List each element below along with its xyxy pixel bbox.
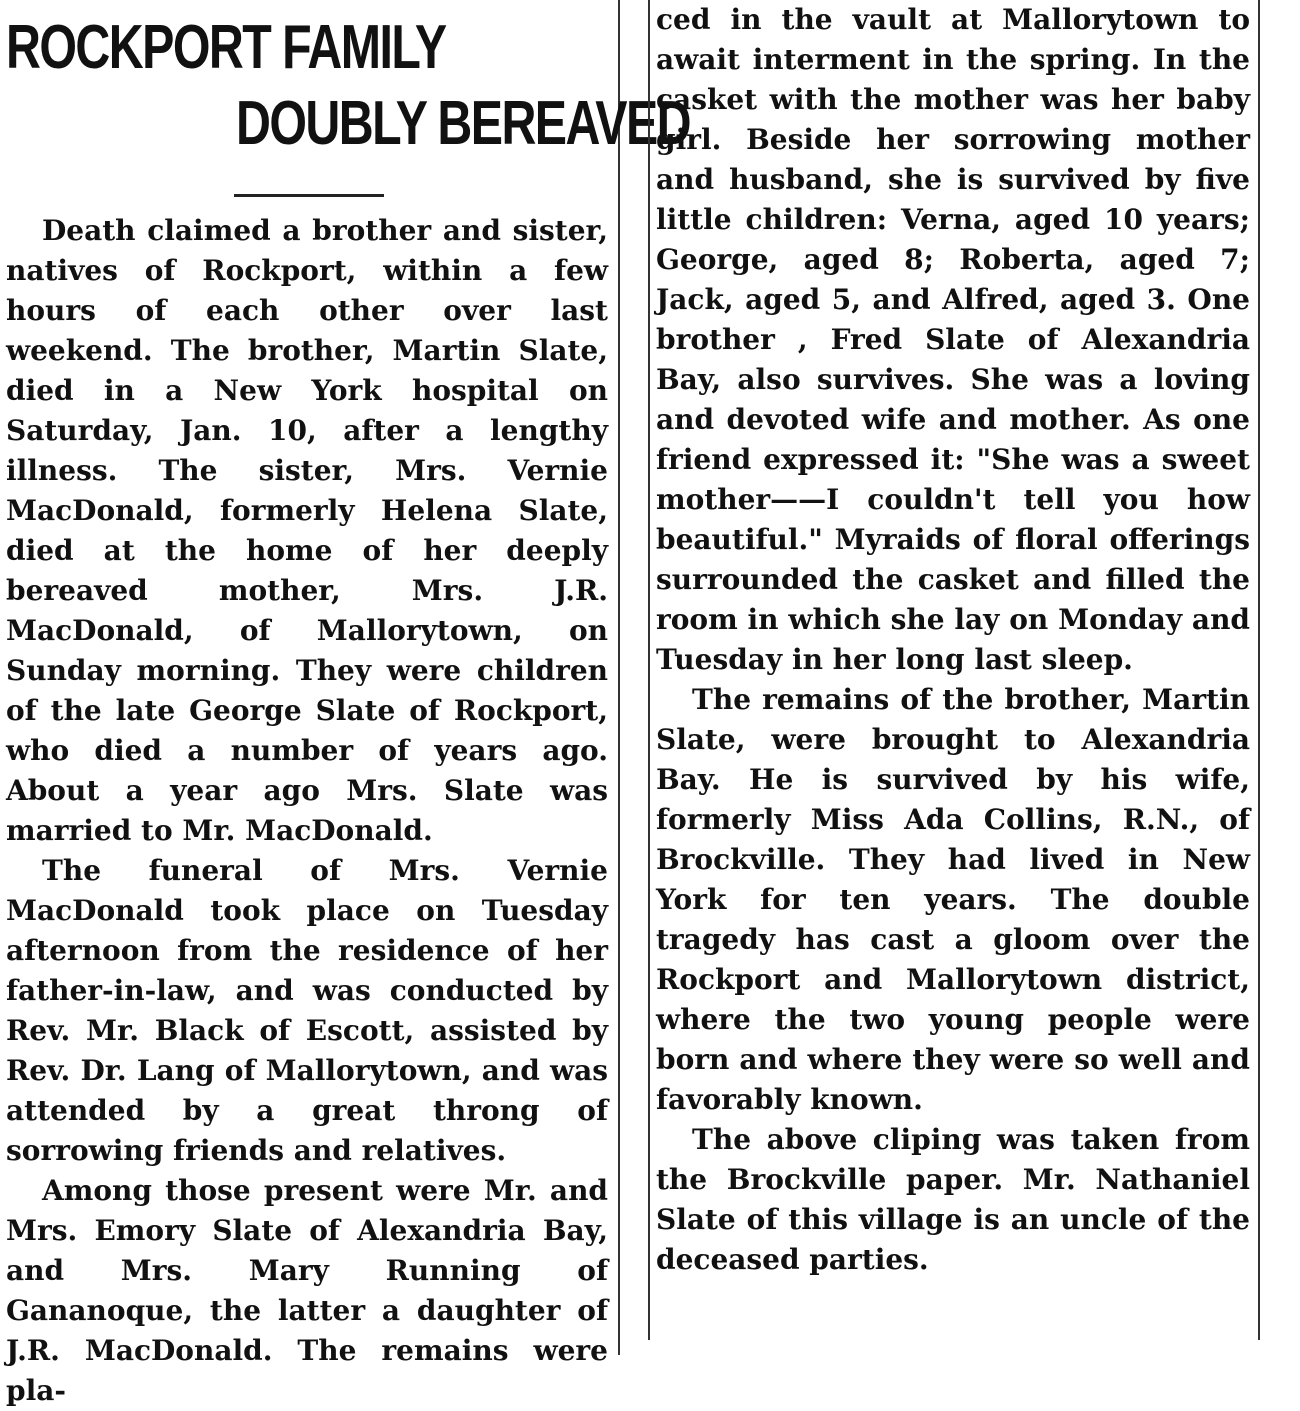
headline-divider <box>234 194 384 197</box>
article-paragraph-4: ced in the vault at Mallorytown to await interment in the spring. In the casket with the mother was her baby girl. Beside her sorrowing mother and husband, she is survived by five little children: Verna, aged 10 years; George, aged 8; Roberta, aged 7; Jack, aged 5, and Alfred, aged 3. One brother , Fred Slate of Alexandria Bay, also survives. She was a loving and devoted wife and mother. As one friend expressed it: "She was a sweet mother——I couldn't tell you how beautiful." Myraids of floral offerings surrounded the casket and filled the room in which she lay on Monday and Tuesday in her long last sleep. <box>656 3 1250 676</box>
article-paragraph-1: Death claimed a brother and sister, natives of Rockport, within a few hours of each other over last weekend. The brother, Martin Slate, died in a New York hospital on Saturday, Jan. 10, after a lengthy illness. The sister, Mrs. Vernie MacDonald, formerly Helena Slate, died at the home of her deeply bereaved mother, Mrs. J.R. MacDonald, of Mallorytown, on Sunday morning. They were children of the late George Slate of Rockport, who died a number of years ago. About a year ago Mrs. Slate was married to Mr. MacDonald. <box>6 214 608 847</box>
right-column <box>648 0 1260 1340</box>
article-paragraph-5: The remains of the brother, Martin Slate, were brought to Alexandria Bay. He is survived by his wife, formerly Miss Ada Collins, R.N., of Brockville. They had lived in New York for ten years. The double tragedy has cast a gloom over the Rockport and Mallorytown district, where the two young people were born and where they were so well and favorably known. <box>656 683 1250 1116</box>
headline-line-1: ROCKPORT FAMILY <box>6 13 446 82</box>
article-paragraph-2: The funeral of Mrs. Vernie MacDonald took place on Tuesday afternoon from the residence of her father-in-law, and was conducted by Rev. Mr. Black of Escott, assisted by Rev. Dr. Lang of Mallorytown, and was attended by a great throng of sorrowing friends and relatives. <box>6 854 608 1167</box>
article-paragraph-3: Among those present were Mr. and Mrs. Emory Slate of Alexandria Bay, and Mrs. Mary Running of Gananoque, the latter a daughter of J.R. MacDonald. The remains were pla- <box>6 1174 608 1407</box>
article-paragraph-6: The above cliping was taken from the Brockville paper. Mr. Nathaniel Slate of this village is an uncle of the deceased parties. <box>656 1123 1250 1276</box>
headline-line-2: DOUBLY BEREAVED <box>236 89 691 158</box>
